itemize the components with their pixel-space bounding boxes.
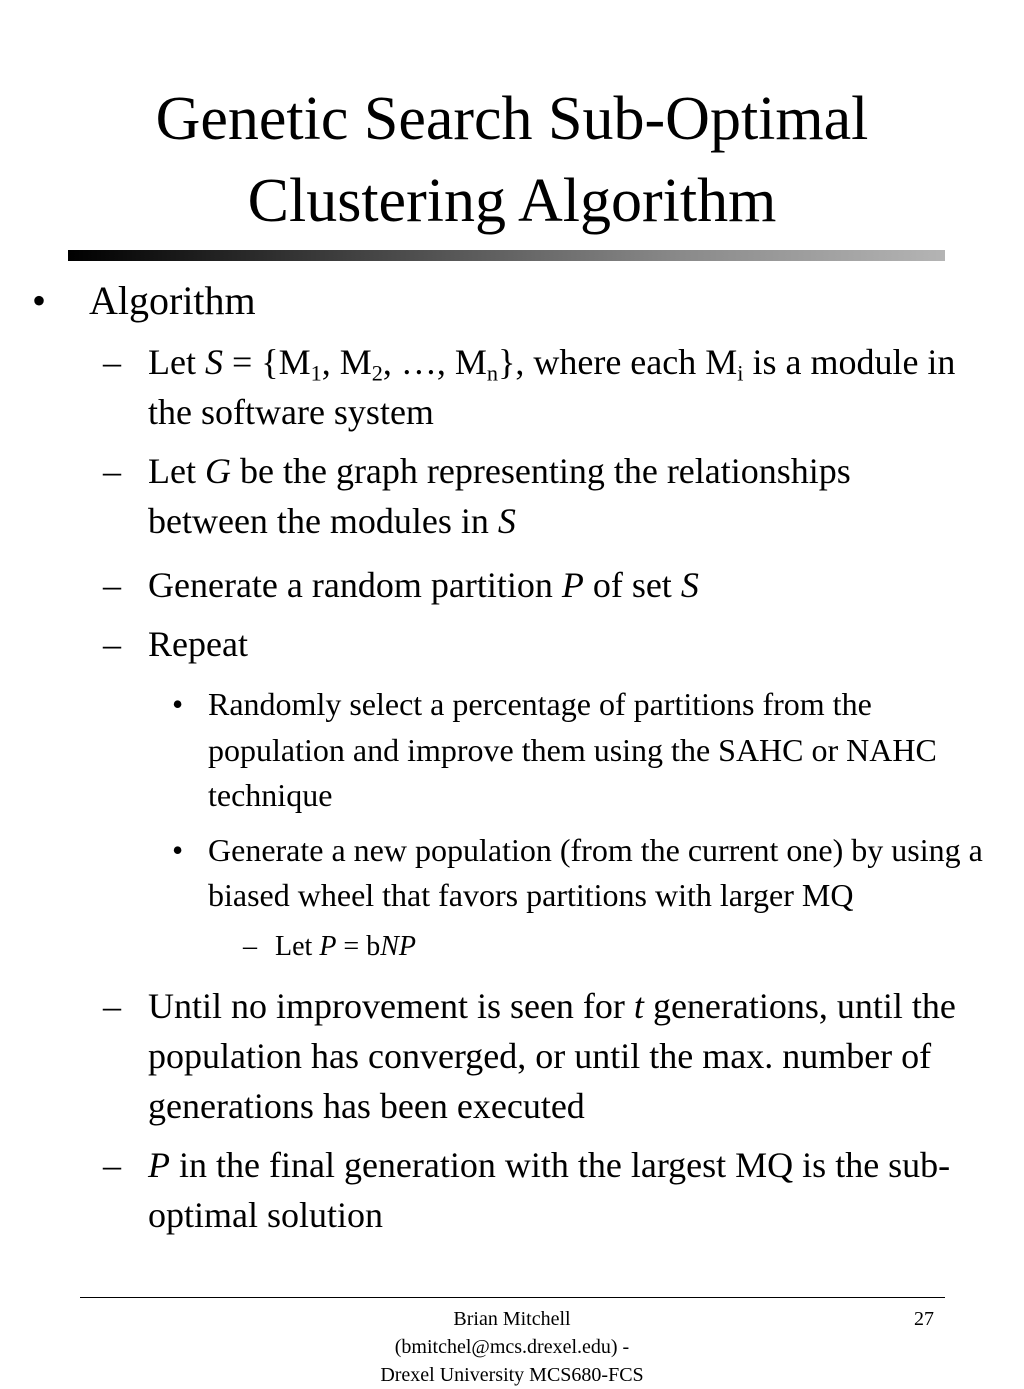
text: in the final generation with the largest MQ is the sub-optimal solution	[148, 1144, 951, 1235]
item-let-s	[103, 337, 970, 437]
footer-email: (bmitchel@mcs.drexel.edu) -	[394, 1336, 630, 1358]
dash-marker: –	[103, 342, 121, 382]
bullet-algorithm	[32, 274, 1024, 328]
bullet-marker: •	[32, 278, 47, 323]
text: , …, M	[382, 342, 487, 382]
bullet-text: Algorithm	[89, 278, 256, 323]
item-final-generation	[103, 1140, 970, 1240]
var-t: t	[633, 985, 644, 1026]
var-np: NP	[380, 930, 416, 962]
dash-marker: –	[243, 930, 257, 962]
dash-marker: –	[103, 451, 121, 491]
dash-marker: –	[103, 985, 121, 1026]
slide-body	[0, 270, 1024, 1240]
title-divider	[68, 250, 945, 261]
footer-divider	[80, 1297, 945, 1298]
text: be the graph representing the relationships between the modules in	[148, 451, 851, 541]
text: Until no improvement is seen for	[148, 985, 634, 1026]
title-line-1: Genetic Search Sub-Optimal	[155, 85, 869, 153]
subscript: n	[486, 360, 499, 386]
text: }, where each M	[498, 342, 738, 382]
bullet-marker: •	[172, 686, 184, 722]
text: Repeat	[148, 624, 248, 664]
var-g: G	[204, 451, 231, 491]
text: , M	[321, 342, 372, 382]
footer-institution: Drexel University MCS680-FCS	[380, 1364, 644, 1386]
var-s: S	[680, 565, 699, 605]
dash-marker: –	[103, 624, 121, 664]
subscript: 1	[310, 360, 322, 386]
text: Let	[148, 451, 205, 491]
var-p: P	[561, 565, 584, 605]
slide-title	[0, 78, 1024, 242]
text: Generate a new population (from the current one) by using a biased wheel that favors partitions with larger MQ	[208, 831, 983, 913]
text: = b	[336, 930, 381, 962]
title-line-2: Clustering Algorithm	[247, 167, 777, 235]
text: generations, until the population has converged, or until the max. number of generations has been executed	[148, 985, 956, 1126]
sub-item-select	[172, 682, 984, 819]
var-s: S	[204, 342, 223, 382]
text: Generate a random partition	[148, 565, 562, 605]
item-generate-partition	[103, 560, 970, 610]
bullet-marker: •	[172, 831, 184, 868]
subscript: 2	[371, 360, 383, 386]
text: Let	[275, 930, 320, 962]
var-p: P	[319, 930, 337, 962]
sub-item-generate	[172, 828, 984, 919]
dash-marker: –	[103, 565, 121, 605]
item-until	[103, 981, 970, 1131]
var-s: S	[497, 501, 516, 541]
dash-marker: –	[103, 1144, 121, 1185]
sub-sub-item-let-p	[243, 927, 1024, 967]
subscript: i	[737, 360, 744, 386]
item-let-g	[103, 446, 970, 546]
text: Randomly select a percentage of partitions from the population and improve them using the SAHC or NAHC technique	[208, 686, 937, 813]
var-p: P	[148, 1144, 170, 1185]
text: of set	[583, 565, 681, 605]
page-number: 27	[914, 1308, 934, 1330]
item-repeat	[103, 619, 970, 669]
text: = {M	[222, 342, 311, 382]
footer-author: Brian Mitchell	[453, 1308, 571, 1330]
text: is a module in the software system	[148, 342, 956, 432]
footer	[340, 1305, 684, 1389]
text: Let	[148, 342, 205, 382]
